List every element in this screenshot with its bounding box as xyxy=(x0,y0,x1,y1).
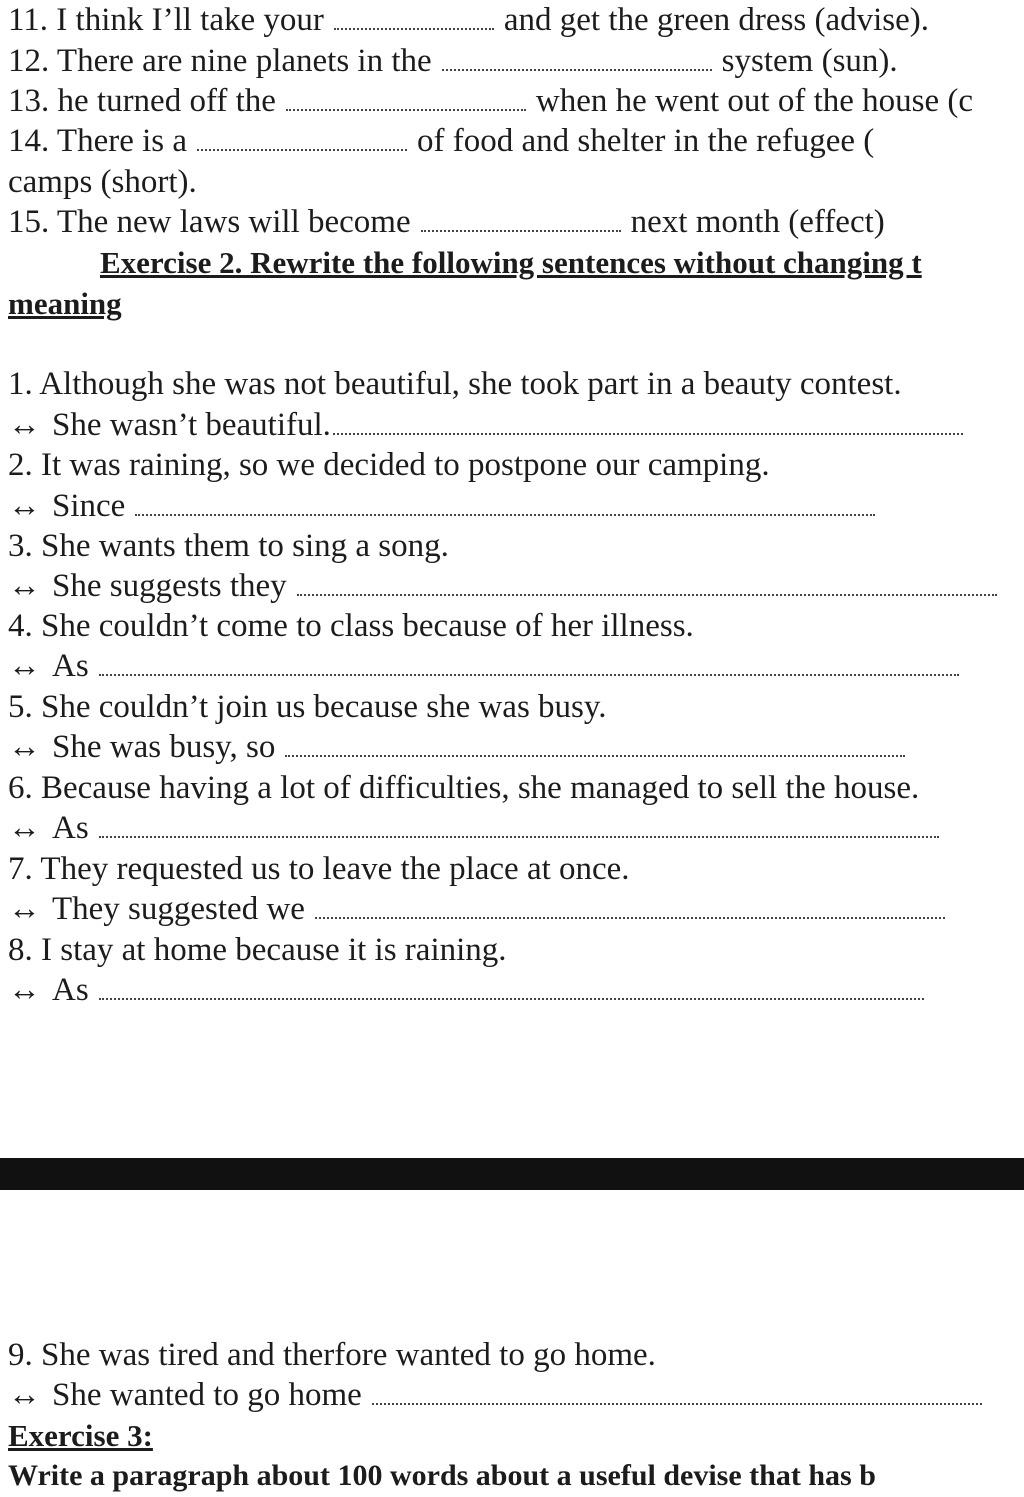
item-sentence: They requested us to leave the place at once. xyxy=(40,851,630,887)
exercise-3-title-text: Exercise 3: xyxy=(8,1418,153,1453)
exercise-2-title-text: Exercise 2. Rewrite the following sentences without changing t xyxy=(100,245,922,280)
item-sentence: She wants them to sing a song. xyxy=(41,528,449,564)
answer-blank[interactable] xyxy=(421,230,621,232)
exercise-2-title xyxy=(100,243,1024,283)
rewrite-start: She was busy, so xyxy=(52,729,276,765)
question-number: 14. xyxy=(8,123,50,159)
item-sentence: She was tired and therfore wanted to go home. xyxy=(41,1337,656,1373)
answer-blank[interactable] xyxy=(285,755,905,757)
page-divider xyxy=(0,1158,1024,1190)
answer-blank[interactable] xyxy=(315,917,945,919)
question-number: 13. xyxy=(8,83,50,119)
item-number: 3. xyxy=(8,528,33,564)
item-number: 6. xyxy=(8,770,33,806)
item-sentence: Because having a lot of difficulties, she managed to sell the house. xyxy=(41,770,920,806)
question-text-before: There is a xyxy=(56,123,188,159)
exercise-3-prompt xyxy=(8,1456,1024,1496)
item-6-sentence xyxy=(8,768,1024,808)
item-9-sentence xyxy=(8,1335,1024,1375)
question-number: 11. xyxy=(8,2,49,38)
exercise-2-title-continued xyxy=(8,284,1024,324)
answer-blank[interactable] xyxy=(372,1403,982,1405)
answer-blank[interactable] xyxy=(286,109,526,111)
question-14 xyxy=(8,121,1024,161)
double-arrow-icon: ↔ xyxy=(8,810,41,846)
rewrite-start: She wasn’t beautiful. xyxy=(52,407,331,443)
item-3-sentence xyxy=(8,526,1024,566)
double-arrow-icon: ↔ xyxy=(8,407,41,443)
item-number: 7. xyxy=(8,851,33,887)
item-5-sentence xyxy=(8,687,1024,727)
question-text-after: of food and shelter in the refugee ( xyxy=(417,123,875,159)
answer-blank[interactable] xyxy=(197,149,407,151)
question-12 xyxy=(8,41,1024,81)
item-sentence: She couldn’t come to class because of her illness. xyxy=(41,608,694,644)
item-2-rewrite xyxy=(8,486,1024,526)
item-3-rewrite xyxy=(8,566,1024,606)
answer-blank[interactable] xyxy=(135,514,875,516)
double-arrow-icon: ↔ xyxy=(8,729,41,765)
rewrite-start: She wanted to go home xyxy=(52,1377,362,1413)
rewrite-start: They suggested we xyxy=(52,891,305,927)
item-sentence: I stay at home because it is raining. xyxy=(41,932,507,968)
rewrite-start: As xyxy=(52,810,89,846)
double-arrow-icon: ↔ xyxy=(8,568,41,604)
item-1-rewrite xyxy=(8,405,1024,445)
answer-blank[interactable] xyxy=(99,674,959,676)
item-sentence: It was raining, so we decided to postpone our camping. xyxy=(41,447,770,483)
rewrite-start: As xyxy=(52,972,89,1008)
double-arrow-icon: ↔ xyxy=(8,972,41,1008)
item-4-sentence xyxy=(8,606,1024,646)
item-sentence: She couldn’t join us because she was busy. xyxy=(41,689,607,725)
answer-blank[interactable] xyxy=(297,594,997,596)
question-text-after: next month (effect) xyxy=(630,204,885,240)
exercise-3-prompt-text: Write a paragraph about 100 words about a useful devise that has b xyxy=(8,1459,876,1492)
rewrite-start: Since xyxy=(52,488,126,524)
question-15 xyxy=(8,202,1024,242)
exercise-3-title xyxy=(8,1416,1024,1456)
question-14-continued xyxy=(8,162,1024,202)
item-4-rewrite xyxy=(8,646,1024,686)
question-text-before: he turned off the xyxy=(57,83,276,119)
question-text-continued: camps (short). xyxy=(8,164,197,200)
item-2-sentence xyxy=(8,445,1024,485)
item-number: 4. xyxy=(8,608,33,644)
rewrite-start: She suggests they xyxy=(52,568,287,604)
answer-blank[interactable] xyxy=(99,998,924,1000)
question-number: 12. xyxy=(8,43,50,79)
item-9-rewrite xyxy=(8,1375,1024,1415)
double-arrow-icon: ↔ xyxy=(8,891,41,927)
double-arrow-icon: ↔ xyxy=(8,1377,41,1413)
question-text-after: and get the green dress (advise). xyxy=(503,2,930,38)
item-number: 8. xyxy=(8,932,33,968)
question-text-before: The new laws will become xyxy=(56,204,411,240)
question-11 xyxy=(8,0,1024,40)
double-arrow-icon: ↔ xyxy=(8,488,41,524)
question-text-before: There are nine planets in the xyxy=(56,43,432,79)
item-number: 5. xyxy=(8,689,33,725)
question-text-before: I think I’ll take your xyxy=(56,2,324,38)
item-number: 9. xyxy=(8,1337,33,1373)
item-6-rewrite xyxy=(8,808,1024,848)
question-text-after: when he went out of the house (c xyxy=(535,83,974,119)
rewrite-start: As xyxy=(52,648,89,684)
item-number: 1. xyxy=(8,366,33,402)
answer-blank[interactable] xyxy=(334,28,494,30)
double-arrow-icon: ↔ xyxy=(8,648,41,684)
exercise-2-title-text-continued: meaning xyxy=(8,286,122,321)
item-1-sentence xyxy=(8,364,1024,404)
item-number: 2. xyxy=(8,447,33,483)
item-7-sentence xyxy=(8,849,1024,889)
question-13 xyxy=(8,81,1024,121)
item-5-rewrite xyxy=(8,727,1024,767)
item-7-rewrite xyxy=(8,889,1024,929)
item-sentence: Although she was not beautiful, she took part in a beauty contest. xyxy=(39,366,902,402)
question-text-after: system (sun). xyxy=(721,43,898,79)
question-number: 15. xyxy=(8,204,50,240)
answer-blank[interactable] xyxy=(99,836,939,838)
answer-blank[interactable] xyxy=(333,433,963,435)
answer-blank[interactable] xyxy=(442,69,712,71)
item-8-rewrite xyxy=(8,970,1024,1010)
item-8-sentence xyxy=(8,930,1024,970)
